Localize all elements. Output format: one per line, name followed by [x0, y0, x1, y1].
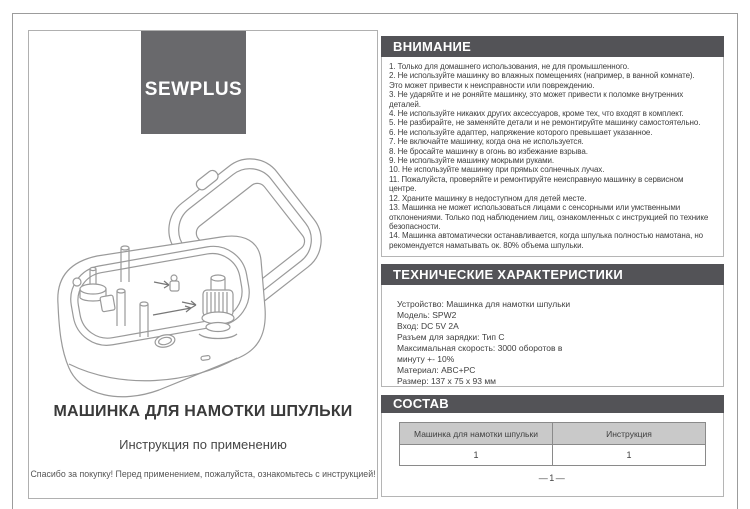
section-header-contents: СОСТАВ — [381, 395, 724, 413]
product-illustration — [41, 137, 371, 401]
attention-item: 5. Не разбирайте, не заменяйте детали и не ремонтируйте машинку самостоятельно. — [389, 118, 701, 128]
brand-logo — [141, 31, 246, 134]
contents-box — [381, 413, 724, 497]
warnings-section — [381, 36, 724, 257]
page-number: —1— — [538, 473, 567, 483]
attention-item: 14. Машинка автоматически останавливается, когда шпулька полностью намотана, но рекомендуется наматывать ок. 80% объема шпульки. — [389, 231, 703, 250]
attention-item: 6. Не используйте адаптер, напряжение которого превышает указанное. — [389, 127, 653, 137]
spec-line: минуту +- 10% — [397, 354, 455, 364]
attention-item: 11. Пожалуйста, проверяйте и ремонтируйте неисправную машинку в сервисном центре. — [389, 174, 684, 194]
spec-line: Разъем для зарядки: Тип C — [397, 332, 505, 342]
spec-line: Модель: SPW2 — [397, 310, 457, 320]
attention-item: 3. Не ударяйте и не роняйте машинку, это может привести к поломке внутренних деталей. — [389, 90, 684, 109]
table-value-cell-machine: 1 — [400, 445, 553, 466]
attention-list — [381, 57, 724, 257]
table-header-cell-machine: Машинка для намотки шпульки — [400, 423, 553, 445]
spec-line: Устройство: Машинка для намотки шпульки — [397, 299, 571, 309]
attention-item: 9. Не используйте машинку мокрыми руками. — [389, 156, 555, 166]
product-title: МАШИНКА ДЛЯ НАМОТКИ ШПУЛЬКИ — [53, 403, 353, 420]
attention-item: 2. Не используйте машинку во влажных помещениях (например, в ванной комнате). Это может привести к неисправности или повреждению. — [389, 71, 695, 90]
specs-list — [381, 285, 724, 387]
table-value-cell-manual: 1 — [553, 445, 706, 466]
section-header-specs: ТЕХНИЧЕСКИЕ ХАРАКТЕРИСТИКИ — [381, 264, 724, 285]
spec-line: Размер: 137 x 75 x 93 мм — [397, 376, 497, 386]
attention-item: 12. Храните машинку в недоступном для детей месте. — [389, 193, 587, 203]
cover-panel — [28, 30, 378, 499]
brand-logo-text: SEWPLUS — [144, 78, 243, 100]
attention-item: 7. Не включайте машинку, когда она не используется. — [389, 137, 584, 147]
product-subtitle: Инструкция по применению — [119, 437, 287, 452]
attention-item: 1. Только для домашнего использования, не для промышленного. — [389, 62, 630, 71]
thankyou-note: Спасибо за покупку! Перед применением, пожалуйста, ознакомьтесь с инструкцией! — [30, 469, 376, 479]
info-column — [381, 36, 724, 497]
contents-table — [399, 422, 706, 466]
attention-item: 10. Не используйте машинку при прямых солнечных лучах. — [389, 165, 605, 175]
specs-section — [381, 264, 724, 387]
attention-item: 13. Машинка не может использоваться лицами с сенсорными или умственными отклонениями. Только под наблюдением лиц, ознакомленных с инструкцией по технике безопасности. — [389, 203, 709, 231]
table-header-cell-manual: Инструкция — [553, 423, 706, 445]
spec-line: Вход: DC 5V 2A — [397, 321, 459, 331]
attention-item: 8. Не бросайте машинку в огонь во избежание взрыва. — [389, 146, 588, 156]
section-header-attention: ВНИМАНИЕ — [381, 36, 724, 57]
spec-line: Материал: ABC+PC — [397, 365, 476, 375]
attention-item: 4. Не используйте никаких других аксессуаров, кроме тех, что входят в комплект. — [389, 109, 684, 119]
spec-line: Максимальная скорость: 3000 оборотов в — [397, 343, 563, 353]
contents-section — [381, 395, 724, 497]
